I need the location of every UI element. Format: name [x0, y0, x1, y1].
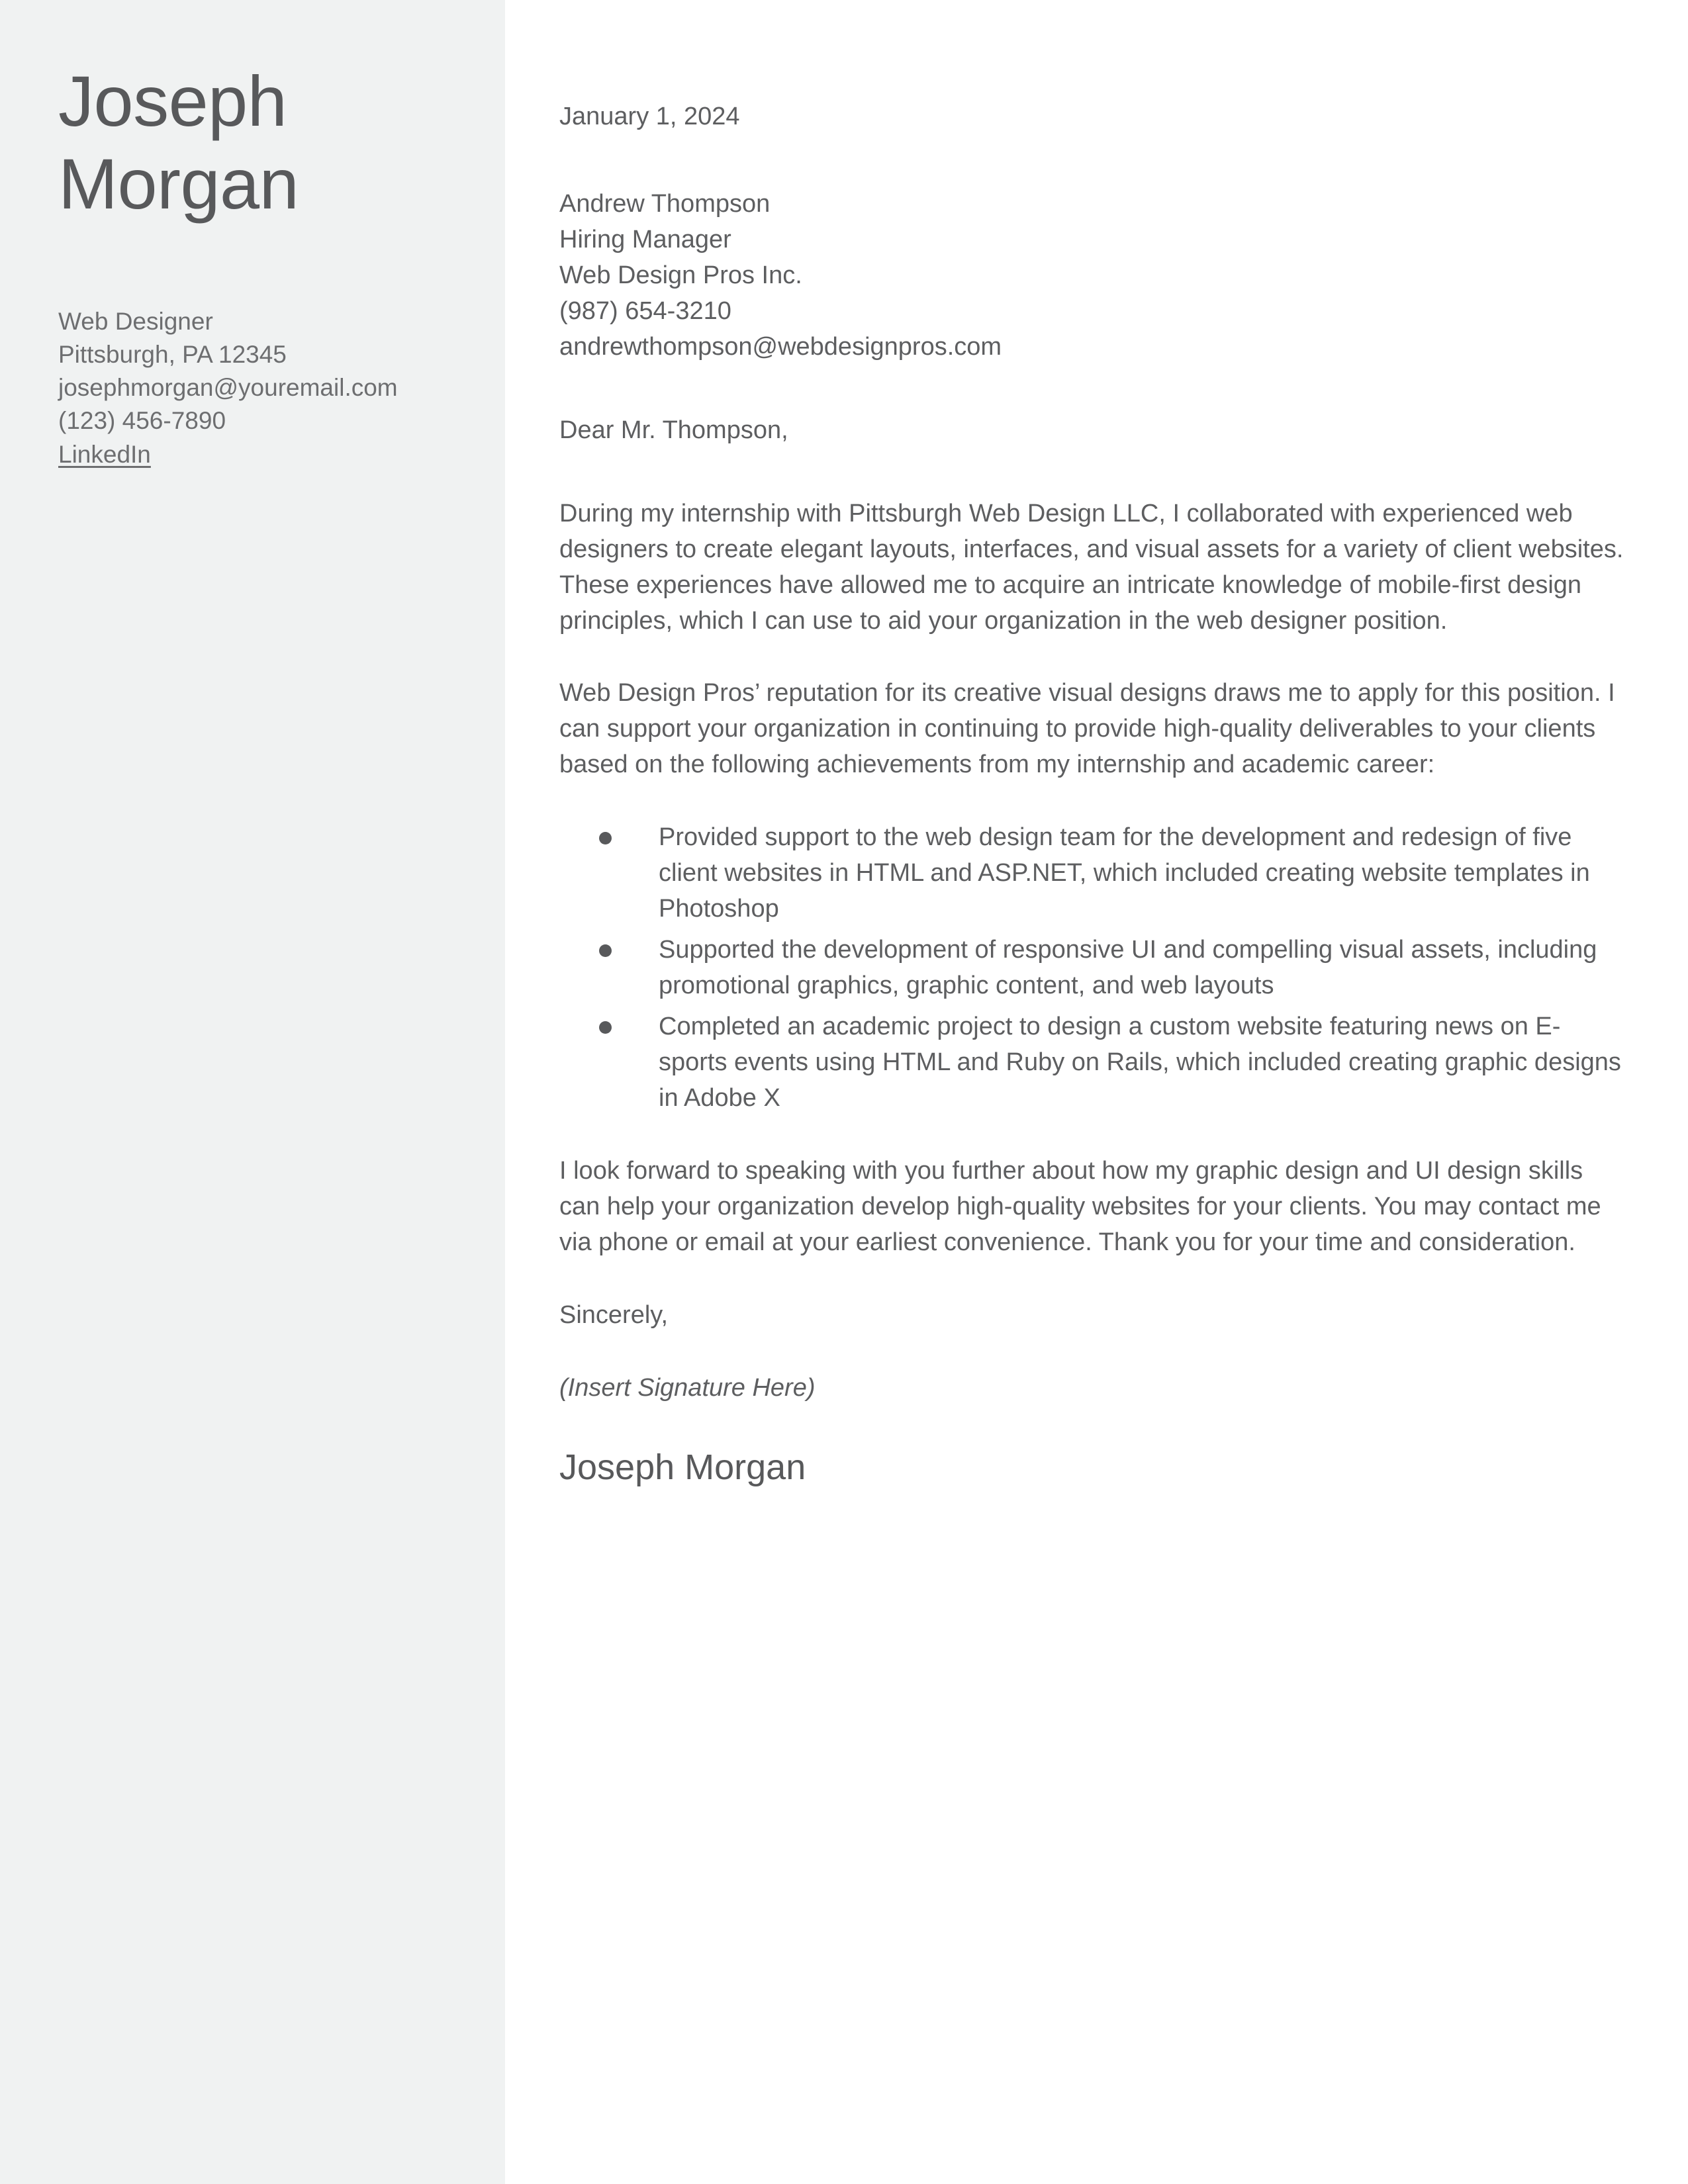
bullet-dot-icon: [599, 1021, 612, 1034]
recipient-block: [559, 187, 1625, 365]
recipient-email: andrewthompson@webdesignpros.com: [559, 332, 1002, 361]
list-item: [599, 1009, 1625, 1116]
applicant-job-title: Web Designer: [58, 307, 213, 335]
letter-date: January 1, 2024: [559, 103, 740, 130]
recipient-phone: (987) 654-3210: [559, 296, 731, 325]
bullet-dot-icon: [599, 832, 612, 844]
applicant-email: josephmorgan@youremail.com: [58, 374, 398, 402]
applicant-contact-details: [58, 305, 465, 472]
applicant-phone: (123) 456-7890: [58, 407, 226, 435]
list-item-text: Completed an academic project to design a custom website featuring news on E-sports events using HTML and Ruby on Rails, which included creating graphic designs in Adobe X: [659, 1013, 1621, 1113]
recipient-title: Hiring Manager: [559, 225, 731, 253]
signature-placeholder: (Insert Signature Here): [559, 1373, 816, 1402]
body-paragraph-1: During my internship with Pittsburgh Web Design LLC, I collaborated with experienced web designers to create elegant layouts, interfaces, and visual assets for a variety of client websites. These experiences have allowed me to acquire an intricate knowledge of mobile-first design principles, which I can use to aid your organization in the web designer position.: [559, 499, 1624, 635]
recipient-company: Web Design Pros Inc.: [559, 261, 802, 289]
body-paragraph-2: Web Design Pros’ reputation for its creative visual designs draws me to apply for this position. I can support your organization in continuing to provide high-quality deliverables to your clients based on the following achievements from my internship and academic career:: [559, 679, 1615, 779]
achievements-list: [559, 820, 1625, 1116]
applicant-location: Pittsburgh, PA 12345: [58, 340, 287, 368]
applicant-first-name: Joseph: [58, 61, 287, 141]
body-paragraph-3: I look forward to speaking with you further about how my graphic design and UI design skills can help your organization develop high-quality websites for your clients. You may contact me via phone or email at your earliest convenience. Thank you for your time and consideration.: [559, 1156, 1601, 1256]
bullet-dot-icon: [599, 944, 612, 957]
sidebar: [0, 0, 505, 2184]
letter-body: [559, 0, 1625, 1489]
list-item: [599, 933, 1625, 1004]
sign-off: Sincerely,: [559, 1300, 669, 1329]
list-item: [599, 820, 1625, 927]
list-item-text: Supported the development of responsive UI and compelling visual assets, including promotional graphics, graphic content, and web layouts: [659, 936, 1597, 1000]
salutation: Dear Mr. Thompson,: [559, 416, 788, 444]
signature-name: Joseph Morgan: [559, 1447, 806, 1487]
list-item-text: Provided support to the web design team for the development and redesign of five client websites in HTML and ASP.NET, which included creating website templates in Photoshop: [659, 823, 1590, 923]
recipient-name: Andrew Thompson: [559, 189, 771, 218]
linkedin-link[interactable]: LinkedIn: [58, 440, 151, 468]
applicant-last-name: Morgan: [58, 144, 299, 224]
applicant-name: [58, 60, 465, 226]
